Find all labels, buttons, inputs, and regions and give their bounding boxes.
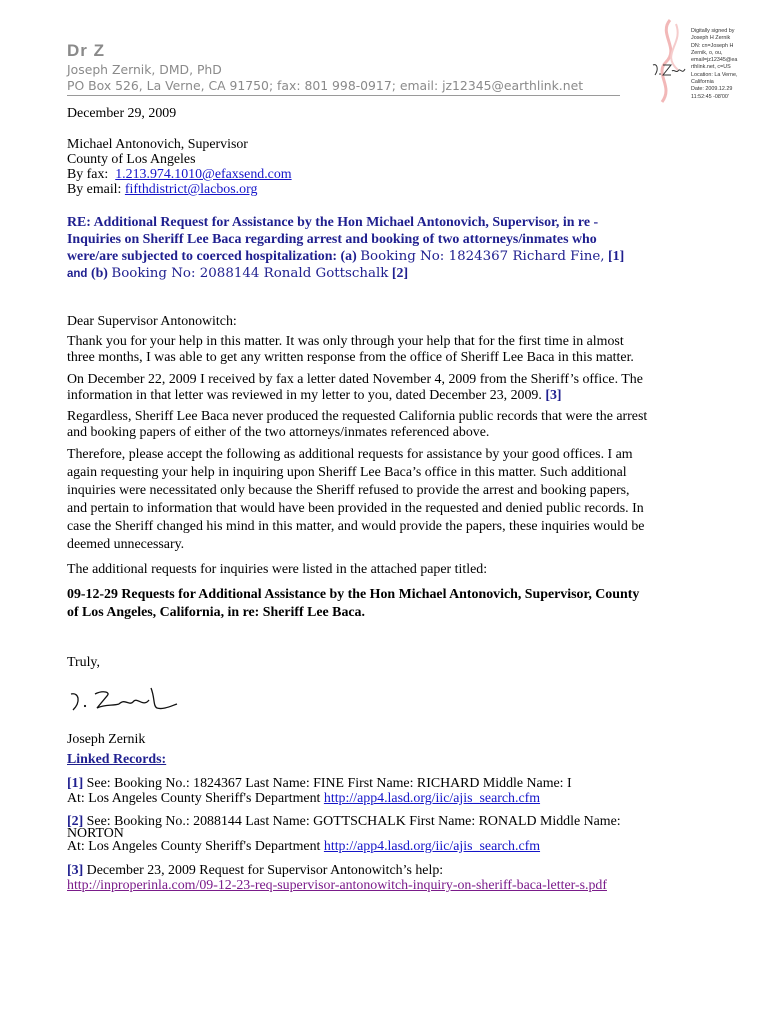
attached-title-line: of Los Angeles, California, in re: Sheriff Lee Baca. — [67, 605, 365, 620]
letterhead-credentials: Joseph Zernik, DMD, PhD — [67, 62, 222, 77]
sig-line: Location: La Verne, — [691, 71, 738, 78]
para1-line: Thank you for your help in this matter. It was only through your help that for the first time in almost — [67, 334, 624, 349]
record-3-text: December 23, 2009 Request for Supervisor Antonowitch’s help: — [83, 863, 444, 878]
re-ref-1[interactable]: [1] — [608, 249, 625, 264]
handwritten-signature — [67, 684, 187, 714]
record-2-text: See: Booking No.: 2088144 Last Name: GOTTSCHALK First Name: RONALD Middle Name: — [83, 814, 621, 829]
record-1-link[interactable]: http://app4.lasd.org/iic/ajis_search.cfm — [323, 791, 541, 806]
para4-line: and pertain to information that would have been provided in the requested and denied public records. In — [67, 501, 644, 516]
record-2-line-1b: NORTON — [67, 826, 124, 841]
record-3-line-1 — [67, 863, 443, 879]
para5: The additional requests for inquiries were listed in the attached paper titled: — [67, 562, 488, 577]
record-1-line-2 — [67, 791, 540, 807]
para2-line — [67, 388, 562, 404]
para1-line: three months, I was able to get any written response from the office of Sheriff Lee Baca in this matter. — [67, 350, 634, 365]
para4-line: Therefore, please accept the following as additional requests for assistance by your good offices. I am — [67, 447, 633, 462]
re-and: and — [67, 268, 88, 280]
email-label: By email: — [67, 182, 122, 197]
re-line-4 — [67, 266, 408, 282]
record-2-ref: [2] — [67, 814, 84, 829]
closing: Truly, — [67, 655, 100, 670]
digital-signature-mark — [651, 59, 689, 81]
para4-line: again requesting your help in inquiring upon Sheriff Lee Baca’s office in this matter. Such additional — [67, 465, 627, 480]
sig-line: Joseph H Zernik — [691, 35, 731, 42]
recipient-name: Michael Antonovich, Supervisor — [67, 137, 248, 152]
re-line-1: RE: Additional Request for Assistance by the Hon Michael Antonovich, Supervisor, in re - — [67, 215, 599, 230]
letterhead-divider — [67, 95, 620, 96]
re-line-3-text: were/are subjected to coerced hospitalization: (a) — [67, 249, 357, 264]
record-2-line-2 — [67, 839, 540, 855]
recipient-fax — [67, 167, 292, 183]
digital-signature-text — [691, 28, 765, 101]
para2-ref[interactable]: [3] — [545, 388, 562, 403]
sig-line: DN: cn=Joseph H — [691, 42, 734, 49]
record-1-text: See: Booking No.: 1824367 Last Name: FINE First Name: RICHARD Middle Name: I — [83, 776, 572, 791]
recipient-org: County of Los Angeles — [67, 152, 196, 167]
sig-line: Zernik, o, ou, — [691, 49, 723, 56]
para4-line: deemed unnecessary. — [67, 537, 185, 552]
re-line-2: Inquiries on Sheriff Lee Baca regarding arrest and booking of two attorneys/inmates who — [67, 232, 597, 247]
re-b: (b) — [90, 266, 108, 281]
record-1-ref: [1] — [67, 776, 84, 791]
signer-name: Joseph Zernik — [67, 732, 146, 747]
para4-line: case the Sheriff changed his mind in this matter, and would provide the papers, these inquiries would be — [67, 519, 645, 534]
record-1-location: At: Los Angeles County Sheriff's Department — [67, 791, 321, 806]
sig-line: Date: 2009.12.29 — [691, 86, 733, 93]
re-booking-gottschalk: Booking No: 2088144 Ronald Gottschalk — [111, 266, 389, 281]
para3-line: and booking papers of either of the two attorneys/inmates referenced above. — [67, 425, 490, 440]
linked-records-heading: Linked Records: — [67, 752, 167, 767]
sig-line: 11:52:45 -08'00' — [691, 93, 729, 100]
para3-line: Regardless, Sheriff Lee Baca never produced the requested California public records that were the arrest — [67, 409, 648, 424]
letterhead-name: Dr Z — [67, 41, 105, 60]
sig-line: California — [691, 79, 714, 86]
para2-text: information in that letter was reviewed in my letter to you, dated December 23, 2009. — [67, 388, 542, 403]
re-booking-fine: Booking No: 1824367 Richard Fine, — [360, 249, 605, 264]
fax-label: By fax: — [67, 167, 109, 182]
attached-title-line: 09-12-29 Requests for Additional Assistance by the Hon Michael Antonovich, Supervisor, County — [67, 587, 640, 602]
record-2-location: At: Los Angeles County Sheriff's Department — [67, 839, 321, 854]
record-2-line-1 — [67, 814, 621, 830]
re-line-3 — [67, 249, 624, 265]
letterhead-contact: PO Box 526, La Verne, CA 91750; fax: 801 998-0917; email: jz12345@earthlink.net — [67, 78, 584, 93]
re-ref-2[interactable]: [2] — [391, 266, 409, 281]
record-1-line-1 — [67, 776, 572, 792]
para2-line: On December 22, 2009 I received by fax a letter dated November 4, 2009 from the Sheriff’s office. The — [67, 372, 643, 387]
record-3-link[interactable]: http://inproperinla.com/09-12-23-req-supervisor-antonowitch-inquiry-on-sheriff-baca-letter-s.pdf — [67, 878, 607, 893]
record-3-line-2 — [67, 878, 607, 894]
record-2-link[interactable]: http://app4.lasd.org/iic/ajis_search.cfm — [323, 839, 541, 854]
para4-line: inquiries were necessitated only because the Sheriff refused to provide the arrest and booking papers, — [67, 483, 630, 498]
letter-date: December 29, 2009 — [67, 106, 177, 121]
fax-link[interactable]: 1.213.974.1010@efaxsend.com — [115, 167, 292, 182]
salutation: Dear Supervisor Antonowitch: — [67, 314, 237, 329]
sig-line: rthlink.net, c=US — [691, 64, 731, 71]
sig-line: Digitally signed by — [691, 28, 735, 34]
email-link[interactable]: fifthdistrict@lacbos.org — [124, 182, 258, 197]
sig-line: email=jz12345@ea — [691, 57, 738, 64]
record-3-ref: [3] — [67, 863, 84, 878]
recipient-email — [67, 182, 257, 198]
